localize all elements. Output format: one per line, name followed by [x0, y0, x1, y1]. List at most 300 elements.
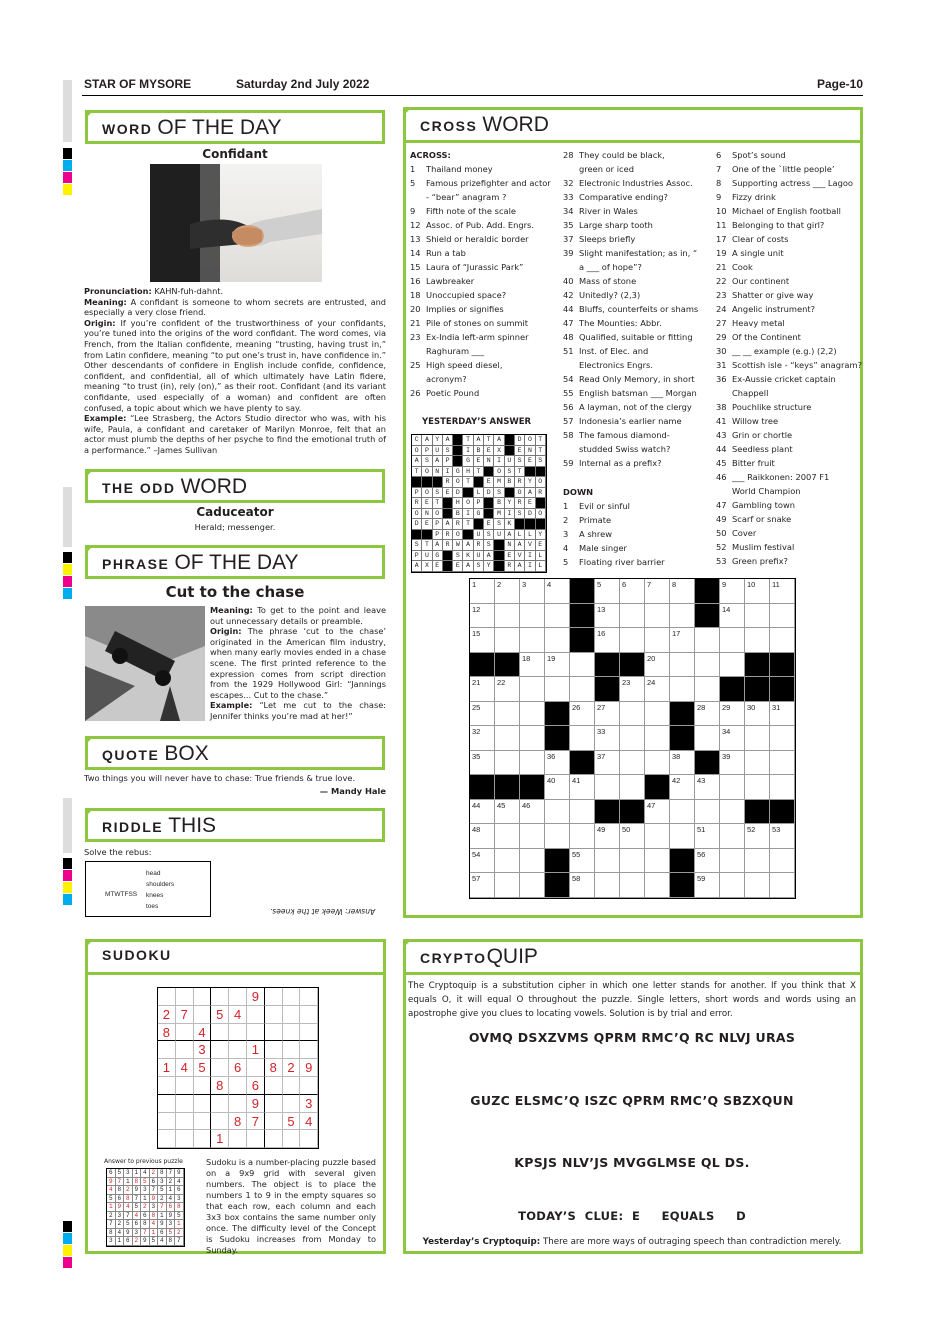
sudoku-cell[interactable] [211, 988, 229, 1006]
sudoku-cell[interactable] [158, 1041, 176, 1059]
sudoku-cell[interactable] [211, 1059, 229, 1077]
title-corner [85, 545, 94, 554]
sudoku-cell[interactable]: 1 [247, 1041, 265, 1059]
sudoku-cell[interactable]: 9 [247, 988, 265, 1006]
sudoku-cell[interactable]: 3 [300, 1095, 318, 1113]
color-mark [63, 882, 72, 893]
grid-cell[interactable] [620, 849, 645, 874]
grid-cell[interactable] [720, 800, 745, 825]
grid-cell[interactable] [520, 726, 545, 751]
sudoku-cell[interactable] [247, 1024, 265, 1042]
sudoku-cell[interactable] [194, 1006, 212, 1024]
grid-cell[interactable]: 4 [545, 579, 570, 604]
grid-cell[interactable]: 40 [545, 775, 570, 800]
sudoku-cell[interactable] [194, 1130, 212, 1148]
sudoku-cell[interactable]: 4 [300, 1113, 318, 1131]
prev-cell: 8 [141, 1220, 150, 1229]
answer-cell: E [422, 498, 432, 509]
sudoku-cell[interactable] [300, 1130, 318, 1148]
sudoku-cell[interactable] [229, 988, 247, 1006]
sudoku-cell[interactable]: 2 [283, 1059, 301, 1077]
grid-cell[interactable]: 32 [470, 726, 495, 751]
grid-cell[interactable] [620, 702, 645, 727]
grid-cell[interactable]: 56 [695, 849, 720, 874]
grid-cell[interactable] [745, 849, 770, 874]
sudoku-cell[interactable]: 8 [211, 1077, 229, 1095]
grid-cell[interactable]: 17 [670, 628, 695, 653]
prev-cell: 3 [150, 1203, 159, 1212]
grid-cell[interactable]: 53 [770, 824, 795, 849]
sudoku-cell[interactable]: 2 [158, 1006, 176, 1024]
color-mark [63, 1257, 72, 1268]
answer-cell: G [433, 551, 443, 562]
grid-cell[interactable]: 5 [595, 579, 620, 604]
grid-cell[interactable] [620, 873, 645, 898]
grid-cell[interactable] [670, 824, 695, 849]
grid-cell[interactable]: 30 [745, 702, 770, 727]
sudoku-cell[interactable] [194, 1095, 212, 1113]
black-square [670, 702, 695, 727]
grid-cell[interactable] [545, 628, 570, 653]
grid-cell[interactable] [620, 751, 645, 776]
grid-cell[interactable] [520, 824, 545, 849]
grid-cell[interactable] [620, 604, 645, 629]
sudoku-cell[interactable]: 8 [229, 1113, 247, 1131]
sudoku-cell[interactable]: 1 [158, 1059, 176, 1077]
grid-cell[interactable]: 42 [670, 775, 695, 800]
grid-cell[interactable] [720, 653, 745, 678]
grid-cell[interactable]: 52 [745, 824, 770, 849]
sudoku-cell[interactable]: 5 [211, 1006, 229, 1024]
prev-cell: 2 [116, 1220, 125, 1229]
sudoku-cell[interactable] [194, 988, 212, 1006]
grid-cell[interactable]: 33 [595, 726, 620, 751]
grid-cell[interactable] [520, 751, 545, 776]
sudoku-cell[interactable]: 7 [176, 1006, 194, 1024]
grid-cell[interactable] [670, 653, 695, 678]
sudoku-cell[interactable]: 6 [247, 1077, 265, 1095]
sudoku-cell[interactable] [158, 1077, 176, 1095]
grid-cell[interactable]: 18 [520, 653, 545, 678]
grid-cell[interactable] [745, 726, 770, 751]
black-square [545, 702, 570, 727]
grid-cell[interactable] [645, 628, 670, 653]
prev-cell: 5 [124, 1220, 133, 1229]
grid-cell[interactable] [670, 604, 695, 629]
sudoku-cell[interactable] [247, 1130, 265, 1148]
sudoku-cell[interactable] [300, 988, 318, 1006]
clue-text: Chappell [732, 388, 769, 398]
cipher-line: GUZC ELSMC’Q ISZC QPRM RMC’Q SBZXQUN [470, 1093, 794, 1108]
grid-cell[interactable] [645, 702, 670, 727]
sudoku-cell[interactable]: 8 [158, 1024, 176, 1042]
grid-cell[interactable]: 21 [470, 677, 495, 702]
grid-cell[interactable]: 45 [495, 800, 520, 825]
answer-cell: O [494, 467, 504, 478]
sudoku-cell[interactable]: 5 [194, 1059, 212, 1077]
grid-cell[interactable]: 58 [570, 873, 595, 898]
clue-number: 48 [563, 332, 574, 342]
answer-cell: I [463, 509, 473, 520]
grid-cell[interactable] [720, 824, 745, 849]
grid-cell[interactable] [495, 873, 520, 898]
sudoku-cell[interactable] [265, 1095, 283, 1113]
sudoku-cell[interactable] [229, 1130, 247, 1148]
answer-cell: O [422, 488, 432, 499]
clue-number: 43 [716, 430, 727, 440]
grid-cell[interactable] [770, 604, 795, 629]
grid-cell[interactable] [495, 702, 520, 727]
grid-cell[interactable] [620, 775, 645, 800]
answer-cell: A [412, 561, 422, 572]
grid-cell[interactable] [745, 873, 770, 898]
grid-cell[interactable] [695, 628, 720, 653]
clue-item [716, 260, 862, 274]
clue-item [563, 527, 665, 541]
grid-cell[interactable] [670, 677, 695, 702]
grid-cell[interactable]: 34 [720, 726, 745, 751]
answer-cell: V [515, 551, 525, 562]
rebus-line: knees [146, 892, 164, 899]
grid-cell[interactable]: 46 [520, 800, 545, 825]
grid-cell[interactable]: 16 [595, 628, 620, 653]
title-corner [85, 110, 94, 119]
sudoku-cell[interactable] [265, 988, 283, 1006]
grid-cell[interactable]: 57 [470, 873, 495, 898]
sudoku-cell[interactable] [158, 1130, 176, 1148]
sudoku-cell[interactable] [283, 1024, 301, 1042]
grid-cell[interactable] [770, 751, 795, 776]
grid-cell[interactable]: 59 [695, 873, 720, 898]
sudoku-cell[interactable] [158, 988, 176, 1006]
grid-cell[interactable]: 2 [495, 579, 520, 604]
answer-cell: O [463, 498, 473, 509]
answer-cell: L [525, 530, 535, 541]
sudoku-cell[interactable] [300, 1006, 318, 1024]
answer-cell: L [536, 561, 546, 572]
grid-cell[interactable]: 54 [470, 849, 495, 874]
grid-cell[interactable]: 41 [570, 775, 595, 800]
clue-number: 15 [410, 262, 421, 272]
sudoku-cell[interactable] [176, 1130, 194, 1148]
title-large: THIS [168, 814, 217, 837]
prev-cell: 7 [124, 1212, 133, 1221]
grid-cell[interactable] [695, 677, 720, 702]
grid-cell[interactable]: 9 [720, 579, 745, 604]
sudoku-cell[interactable] [265, 1041, 283, 1059]
clue-number: 11 [716, 220, 727, 230]
grid-cell[interactable]: 13 [595, 604, 620, 629]
grid-cell[interactable] [770, 775, 795, 800]
clue-text: The Mounties: Abbr. [579, 318, 662, 328]
answer-cell: A [412, 456, 422, 467]
sudoku-cell[interactable] [283, 1041, 301, 1059]
clue-number: 39 [563, 248, 574, 258]
grid-cell[interactable] [620, 726, 645, 751]
clue-text: Scottish isle - “keys” anagram? [732, 360, 862, 370]
sudoku-cell[interactable] [247, 1059, 265, 1077]
grid-cell[interactable]: 10 [745, 579, 770, 604]
sudoku-cell[interactable] [265, 1077, 283, 1095]
grid-cell[interactable]: 38 [670, 751, 695, 776]
grid-cell[interactable] [695, 653, 720, 678]
grid-cell[interactable] [645, 849, 670, 874]
sudoku-cell[interactable] [247, 1006, 265, 1024]
black-square [443, 509, 453, 520]
grid-cell[interactable]: 48 [470, 824, 495, 849]
sudoku-cell[interactable] [283, 988, 301, 1006]
grid-cell[interactable]: 39 [720, 751, 745, 776]
grid-cell[interactable]: 23 [620, 677, 645, 702]
sudoku-cell[interactable] [300, 1041, 318, 1059]
grid-cell[interactable] [520, 702, 545, 727]
grid-cell[interactable] [695, 726, 720, 751]
clue-number: 28 [563, 150, 574, 160]
grid-cell[interactable]: 7 [645, 579, 670, 604]
prev-cell: 4 [158, 1237, 167, 1246]
grid-cell[interactable] [720, 775, 745, 800]
grid-cell[interactable] [545, 824, 570, 849]
answer-cell: I [525, 561, 535, 572]
grid-cell[interactable]: 36 [545, 751, 570, 776]
grid-cell[interactable] [570, 726, 595, 751]
grid-cell[interactable] [520, 604, 545, 629]
cipher-line: KPSJS NLV’JS MVGGLMSE QL DS. [514, 1155, 750, 1170]
sudoku-cell[interactable] [176, 1077, 194, 1095]
grid-cell[interactable] [745, 628, 770, 653]
grid-cell[interactable] [520, 849, 545, 874]
grid-cell[interactable] [595, 873, 620, 898]
grid-cell[interactable] [620, 628, 645, 653]
clue-item [563, 400, 698, 414]
answer-cell: S [474, 561, 484, 572]
sudoku-cell[interactable] [229, 1024, 247, 1042]
black-square [470, 775, 495, 800]
grid-cell[interactable] [720, 849, 745, 874]
grid-cell[interactable]: 28 [695, 702, 720, 727]
grid-cell[interactable] [645, 873, 670, 898]
grid-cell[interactable] [595, 849, 620, 874]
answer-cell: T [484, 435, 494, 446]
grid-cell[interactable]: 12 [470, 604, 495, 629]
answer-cell: O [433, 509, 443, 520]
answer-cell: S [422, 456, 432, 467]
sudoku-cell[interactable] [176, 1113, 194, 1131]
grid-cell[interactable] [570, 800, 595, 825]
sudoku-cell[interactable] [229, 1077, 247, 1095]
sudoku-cell[interactable] [176, 988, 194, 1006]
sudoku-cell[interactable] [283, 1077, 301, 1095]
grid-cell[interactable] [570, 677, 595, 702]
black-square [570, 579, 595, 604]
grid-cell[interactable] [745, 604, 770, 629]
sudoku-cell[interactable] [283, 1095, 301, 1113]
sudoku-cell[interactable] [283, 1006, 301, 1024]
sudoku-cell[interactable] [194, 1113, 212, 1131]
car-chase-illustration [85, 606, 205, 721]
prev-cell: 3 [124, 1169, 133, 1178]
sudoku-cell[interactable] [265, 1006, 283, 1024]
clue-text: Fifth note of the scale [426, 206, 516, 216]
grid-cell[interactable]: 19 [545, 653, 570, 678]
grid-cell[interactable]: 26 [570, 702, 595, 727]
grid-cell[interactable] [645, 604, 670, 629]
grid-cell[interactable] [720, 628, 745, 653]
sudoku-cell[interactable] [194, 1077, 212, 1095]
grid-cell[interactable] [745, 775, 770, 800]
grid-cell[interactable] [545, 800, 570, 825]
black-square [412, 530, 422, 541]
answer-cell: N [433, 467, 443, 478]
black-square [520, 775, 545, 800]
sudoku-cell[interactable] [229, 1041, 247, 1059]
grid-cell[interactable] [595, 775, 620, 800]
grid-cell[interactable] [520, 873, 545, 898]
grid-cell[interactable] [495, 726, 520, 751]
grid-cell[interactable]: 29 [720, 702, 745, 727]
sudoku-cell[interactable]: 9 [300, 1059, 318, 1077]
grid-cell[interactable]: 25 [470, 702, 495, 727]
grid-cell[interactable]: 15 [470, 628, 495, 653]
grid-cell[interactable]: 55 [570, 849, 595, 874]
clue-item [716, 344, 862, 358]
black-square [453, 435, 463, 446]
grid-cell[interactable] [770, 726, 795, 751]
sudoku-cell[interactable] [211, 1095, 229, 1113]
grid-cell[interactable] [770, 628, 795, 653]
answer-cell: L [515, 530, 525, 541]
clue-text: Shatter or give way [732, 290, 814, 300]
grid-cell[interactable] [770, 849, 795, 874]
grid-cell[interactable]: 22 [495, 677, 520, 702]
grid-cell[interactable]: 6 [620, 579, 645, 604]
sudoku-cell[interactable] [211, 1024, 229, 1042]
sudoku-cell[interactable] [211, 1113, 229, 1131]
grid-cell[interactable] [520, 677, 545, 702]
sudoku-cell[interactable] [158, 1113, 176, 1131]
grid-cell[interactable] [645, 824, 670, 849]
grid-cell[interactable] [545, 604, 570, 629]
phrase-body [210, 605, 386, 722]
grid-cell[interactable]: 35 [470, 751, 495, 776]
clue-number: 47 [563, 318, 574, 328]
grid-cell[interactable] [495, 751, 520, 776]
prev-cell: 9 [141, 1237, 150, 1246]
grid-cell[interactable]: 47 [645, 800, 670, 825]
grid-cell[interactable] [645, 751, 670, 776]
grid-cell[interactable] [720, 873, 745, 898]
word-of-day-text [84, 286, 386, 456]
grid-cell[interactable] [745, 751, 770, 776]
grid-cell[interactable]: 27 [595, 702, 620, 727]
sudoku-cell[interactable] [176, 1024, 194, 1042]
answer-cell: A [443, 435, 453, 446]
sudoku-cell[interactable]: 5 [283, 1113, 301, 1131]
grid-cell[interactable] [570, 653, 595, 678]
sudoku-cell[interactable] [176, 1041, 194, 1059]
grid-cell[interactable]: 8 [670, 579, 695, 604]
sudoku-cell[interactable]: 4 [176, 1059, 194, 1077]
grid-cell[interactable]: 50 [620, 824, 645, 849]
sudoku-cell[interactable] [283, 1130, 301, 1148]
grid-cell[interactable]: 11 [770, 579, 795, 604]
clue-item [716, 414, 862, 428]
grid-cell[interactable]: 31 [770, 702, 795, 727]
clue-item [563, 358, 698, 372]
word-of-day-word: Confidant [202, 147, 268, 161]
grid-cell[interactable]: 24 [645, 677, 670, 702]
answer-cell: U [422, 551, 432, 562]
black-square [670, 726, 695, 751]
grid-cell[interactable] [670, 800, 695, 825]
sudoku-cell[interactable] [300, 1077, 318, 1095]
sudoku-cell[interactable]: 1 [211, 1130, 229, 1148]
grid-cell[interactable] [545, 677, 570, 702]
title-corner [403, 107, 412, 116]
grid-cell[interactable] [695, 800, 720, 825]
grid-cell[interactable]: 43 [695, 775, 720, 800]
grid-cell[interactable] [495, 849, 520, 874]
answer-cell: P [474, 498, 484, 509]
prev-cell: 6 [107, 1169, 116, 1178]
sudoku-cell[interactable] [211, 1041, 229, 1059]
clue-number: 14 [410, 248, 421, 258]
sudoku-cell[interactable]: 4 [194, 1024, 212, 1042]
grid-cell[interactable]: 20 [645, 653, 670, 678]
grid-cell[interactable] [570, 824, 595, 849]
sudoku-cell[interactable] [158, 1095, 176, 1113]
clue-item [410, 302, 551, 316]
sudoku-cell[interactable] [176, 1095, 194, 1113]
sudoku-cell[interactable] [265, 1113, 283, 1131]
sudoku-cell[interactable]: 6 [229, 1059, 247, 1077]
grid-cell[interactable]: 51 [695, 824, 720, 849]
sudoku-cell[interactable]: 8 [265, 1059, 283, 1077]
grid-cell[interactable] [495, 628, 520, 653]
grid-cell[interactable]: 14 [720, 604, 745, 629]
prev-cell: 1 [167, 1186, 176, 1195]
clue-item [563, 555, 665, 569]
sudoku-cell[interactable]: 4 [229, 1006, 247, 1024]
grid-cell[interactable]: 3 [520, 579, 545, 604]
grid-cell[interactable] [645, 726, 670, 751]
sudoku-cell[interactable] [300, 1024, 318, 1042]
answer-cell: U [505, 456, 515, 467]
clue-number: 58 [563, 430, 574, 440]
sudoku-cell[interactable] [229, 1095, 247, 1113]
grid-cell[interactable]: 49 [595, 824, 620, 849]
clue-text: Run a tab [426, 248, 466, 258]
answer-cell: E [484, 519, 494, 530]
grid-cell[interactable] [495, 824, 520, 849]
title-small: CROSS [420, 118, 478, 134]
grid-cell[interactable] [770, 873, 795, 898]
sudoku-cell[interactable] [265, 1130, 283, 1148]
sudoku-cell[interactable]: 9 [247, 1095, 265, 1113]
sudoku-cell[interactable]: 3 [194, 1041, 212, 1059]
grid-cell[interactable] [520, 628, 545, 653]
grid-cell[interactable]: 44 [470, 800, 495, 825]
answer-cell: A [463, 540, 473, 551]
clue-number: 36 [716, 374, 727, 384]
sudoku-cell[interactable]: 7 [247, 1113, 265, 1131]
grid-cell[interactable] [495, 604, 520, 629]
prev-cell: 2 [141, 1203, 150, 1212]
grid-cell[interactable]: 1 [470, 579, 495, 604]
grid-cell[interactable]: 37 [595, 751, 620, 776]
clue-item [563, 204, 698, 218]
sudoku-cell[interactable] [265, 1024, 283, 1042]
